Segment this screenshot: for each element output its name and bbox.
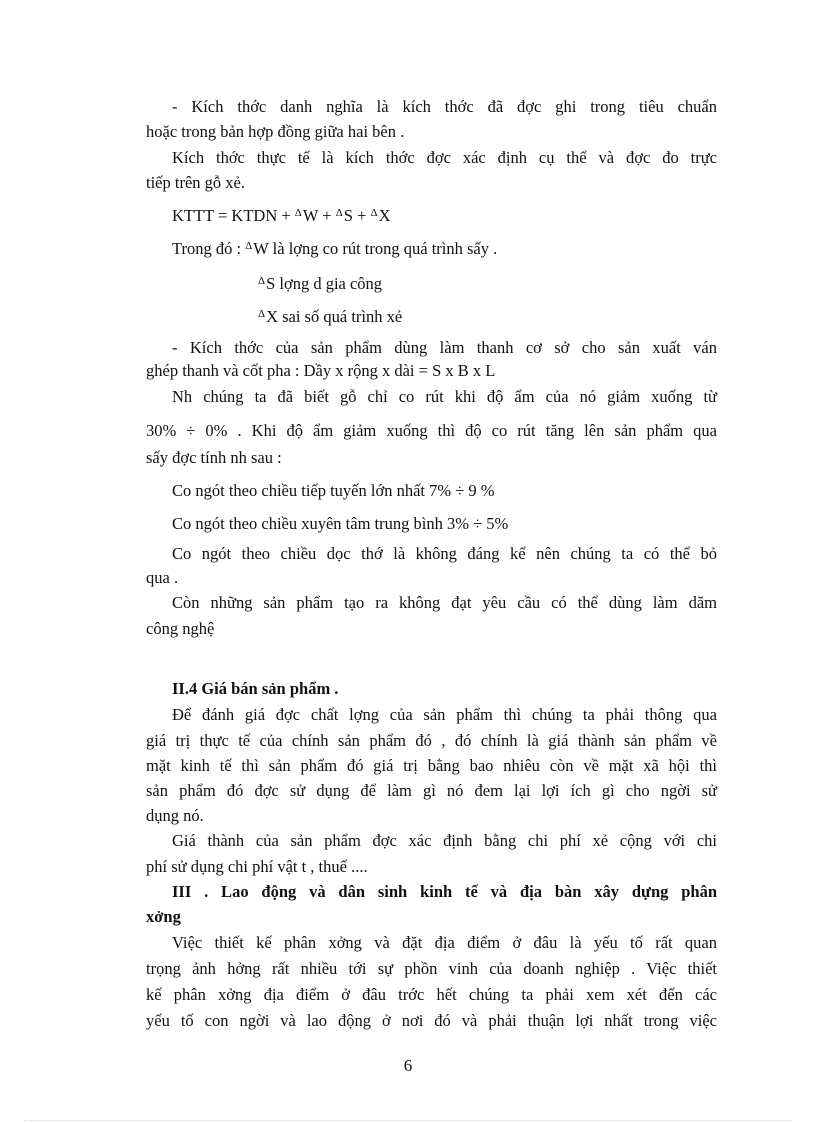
definition-s: S lợng d gia công xyxy=(266,274,383,293)
paragraph-line: qua . xyxy=(146,568,179,587)
paragraph-line: mặt kinh tế thì sản phẩm đó giá trị bằng bao nhiêu còn về mặt xã hội thì xyxy=(146,756,717,775)
section-heading-continued: xởng xyxy=(146,907,181,926)
definition-line xyxy=(172,238,743,262)
paragraph-line: dụng nó. xyxy=(146,806,204,825)
paragraph-line: - Kích thớc danh nghĩa là kích thớc đã đợc ghi trong tiêu chuẩn xyxy=(172,97,717,116)
definition-line xyxy=(258,273,816,297)
delta-symbol: Δ xyxy=(245,240,253,252)
definition-line xyxy=(258,306,816,330)
definition-x: X sai số quá trình xẻ xyxy=(266,307,403,326)
paragraph-line: - Kích thớc của sản phẩm dùng làm thanh cơ sở cho sản xuất ván xyxy=(172,338,717,357)
paragraph-line: Giá thành của sản phẩm đợc xác định bằng chi phí xẻ cộng với chi xyxy=(172,831,717,850)
paragraph-line: 30% ÷ 0% . Khi độ ẩm giảm xuống thì độ co rút tăng lên sản phẩm qua xyxy=(146,421,717,440)
formula-line xyxy=(172,205,743,229)
paragraph-line: Nh chúng ta đã biết gỗ chỉ co rút khi độ ẩm của nó giảm xuống từ xyxy=(172,387,717,406)
paragraph-line: phí sử dụng chi phí vật t , thuế .... xyxy=(146,857,368,876)
paragraph-line: công nghệ xyxy=(146,619,215,638)
section-heading: II.4 Giá bán sản phẩm . xyxy=(172,679,339,698)
paragraph-line: tiếp trên gỗ xẻ. xyxy=(146,173,245,192)
paragraph-line: Co ngót theo chiều xuyên tâm trung bình 3% ÷ 5% xyxy=(172,514,509,533)
delta-symbol: Δ xyxy=(294,207,302,219)
paragraph-line: kế phân xởng địa điểm ở đâu trớc hết chúng ta phải xem xét đến các xyxy=(146,985,717,1004)
paragraph-line: Để đánh giá đợc chất lợng của sản phẩm thì chúng ta phải thông qua xyxy=(172,705,717,724)
delta-symbol: Δ xyxy=(258,308,266,320)
paragraph-line: trọng ảnh hởng rất nhiều tới sự phồn vinh của doanh nghiệp . Việc thiết xyxy=(146,959,717,978)
paragraph-line: sấy đợc tính nh sau : xyxy=(146,448,282,467)
paragraph-line: giá trị thực tế của chính sản phẩm đó , đó chính là giá thành sản phẩm về xyxy=(146,731,717,750)
paragraph-line: ghép thanh và cốt pha : Dầy x rộng x dài = S x B x L xyxy=(146,361,496,380)
paragraph-line: Việc thiết kế phân xởng và đặt địa điểm ở đâu là yếu tố rất quan xyxy=(172,933,717,952)
paragraph-line: Còn những sản phẩm tạo ra không đạt yêu cầu có thể dùng làm dăm xyxy=(172,593,717,612)
paragraph-line: Kích thớc thực tế là kích thớc đợc xác định cụ thể và đợc đo trực xyxy=(172,148,717,167)
paragraph-line: yếu tố con ngời và lao động ở nơi đó và phải thuận lợi nhất trong việc xyxy=(146,1011,717,1030)
delta-symbol: Δ xyxy=(370,207,378,219)
bottom-divider xyxy=(24,1120,792,1121)
formula-x-term: X xyxy=(378,206,391,225)
paragraph-line: Co ngót theo chiều tiếp tuyến lớn nhất 7% ÷ 9 % xyxy=(172,481,495,500)
delta-symbol: Δ xyxy=(258,275,266,287)
paragraph-line: sản phẩm đó đợc sử dụng để làm gì nó đem lại lợi ích gì cho ngời sử xyxy=(146,781,717,800)
definition-w: W là lợng co rút trong quá trình sấy . xyxy=(253,239,498,258)
formula-w-term: W + xyxy=(302,206,336,225)
paragraph-line: hoặc trong bản hợp đồng giữa hai bên . xyxy=(146,122,405,141)
delta-symbol: Δ xyxy=(335,207,343,219)
formula-lhs: KTTT = KTDN + xyxy=(172,206,295,225)
section-heading: III . Lao động và dân sinh kinh tế và địa bàn xây dựng phân xyxy=(172,882,717,901)
definition-lead: Trong đó : xyxy=(172,239,242,258)
formula-s-term: S + xyxy=(343,206,371,225)
paragraph-line: Co ngót theo chiều dọc thớ là không đáng kể nên chúng ta có thể bỏ xyxy=(172,544,717,563)
page-number: 6 xyxy=(403,1056,413,1075)
